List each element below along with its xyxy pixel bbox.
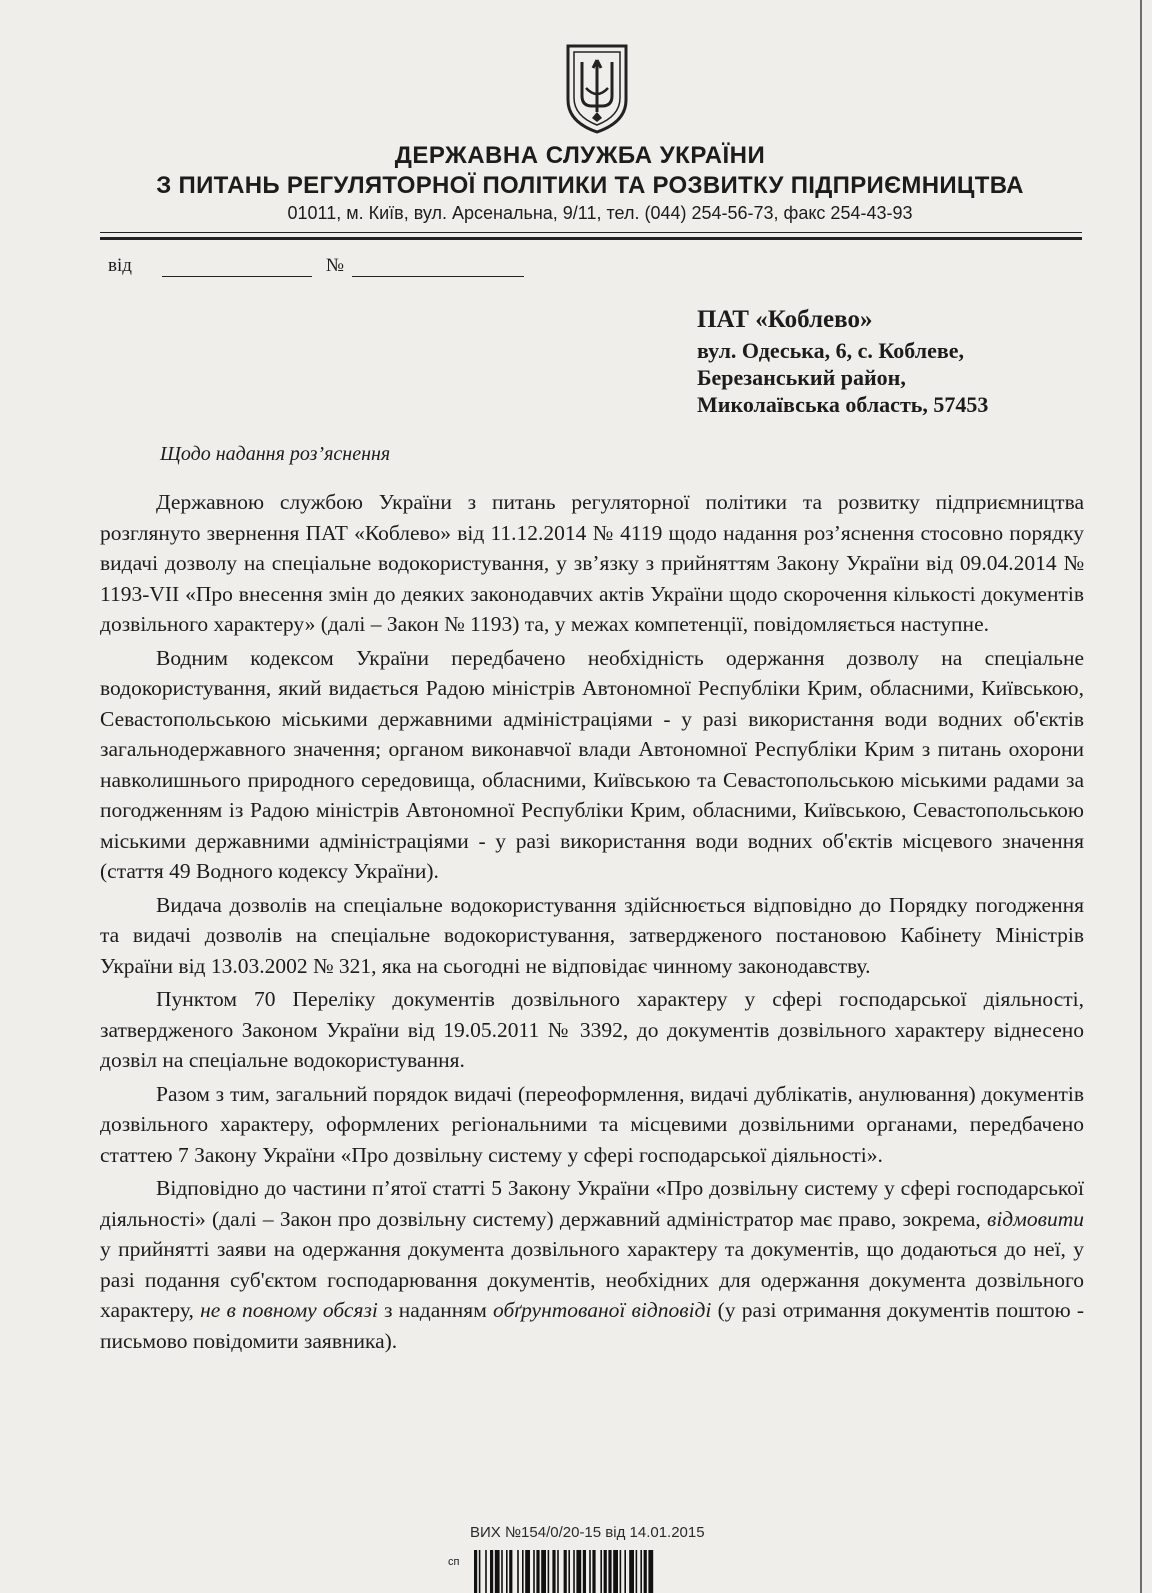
body-paragraph-4: Пунктом 70 Переліку документів дозвільного характеру у сфері господарської діяльності, затвердженого Законом України від 19.05.2011 № 3392, до документів дозвільного характеру віднесено дозвіл на спеціальне водокористування. <box>100 987 1084 1072</box>
barcode-bar <box>552 1550 555 1593</box>
barcode-bar <box>604 1550 607 1593</box>
body-paragraph-1: Державною службою України з питань регуляторної політики та розвитку підприємництва розглянуто звернення ПАТ «Коблево» від 11.12.2014 № 4119 щодо надання роз’яснення стосовно порядку видачі дозволу на спеціальне водокористування, у зв’язку з прийняттям Закону України від 09.04.2014 № 1193-VII «Про внесення змін до деяких законодавчих актів України щодо скорочення кількості документів дозвільного характеру» (далі – Закон № 1193) та, у межах компетенції, повідомляється наступне. <box>100 490 1084 636</box>
body-paragraph-2: Водним кодексом України передбачено необхідність одержання дозволу на спеціальне водокористування, який видається Радою міністрів Автономної Республіки Крим, обласними, Київською, Севастопольською міськими державними адміністраціями - у разі використання води водних об'єктів загальнодержавного значення; органом виконавчої влади Автономної Республіки Крим з питань охорони навколишнього природного середовища, обласними, Київською та Севастопольською міськими радами за погодженням із Радою міністрів Автономної Республіки Крим, обласними, Київською, Севастопольською міськими державними адміністраціями - у разі використання води водних об'єктів місцевого значення (стаття 49 Водного кодексу України). <box>100 645 1084 883</box>
body-paragraph-6-part-c: з наданням <box>377 1298 494 1322</box>
barcode-bar <box>474 1550 477 1593</box>
barcode-bar <box>485 1550 487 1593</box>
letter-body <box>100 487 1084 1359</box>
barcode-bar <box>490 1550 493 1593</box>
barcode-bar <box>525 1550 530 1593</box>
ref-number-blank <box>352 258 524 277</box>
letter-subject: Щодо надання роз’яснення <box>160 443 391 465</box>
barcode-bar <box>495 1550 500 1593</box>
body-paragraph-6-part-d: (у разі отримання документів поштою - письмово повідомити заявника). <box>100 1298 1085 1353</box>
barcode-bar <box>541 1550 546 1593</box>
barcode-bar <box>522 1550 524 1593</box>
barcode-bar <box>613 1550 618 1593</box>
recipient-region: Миколаївська область, 57453 <box>697 392 989 417</box>
barcode-bar <box>648 1550 653 1593</box>
barcode-bar <box>517 1550 519 1593</box>
barcode-bar <box>608 1550 611 1593</box>
barcode-bar <box>583 1550 586 1593</box>
barcode-bar <box>568 1550 570 1593</box>
outgoing-number-stamp: ВИХ №154/0/20-15 від 14.01.2015 <box>470 1524 705 1541</box>
barcode-bar <box>509 1550 512 1593</box>
barcode-bar <box>629 1550 634 1593</box>
body-paragraph-3: Видача дозволів на спеціальне водокористування здійснюється відповідно до Порядку погодження та видачі дозволів на спеціальне водокористування, затвердженого постановою Кабінету Міністрів України від 13.03.2002 № 321, яка на сьогодні не відповідає чинному законодавству. <box>100 892 1084 978</box>
body-paragraph-6-emphasis-refuse: відмовити <box>986 1206 1084 1231</box>
barcode-bar <box>624 1550 626 1593</box>
barcode-bar <box>600 1550 602 1593</box>
barcode-bar <box>564 1550 567 1593</box>
scan-edge <box>1140 0 1142 1593</box>
barcode-bar <box>536 1550 539 1593</box>
barcode-bar <box>501 1550 503 1593</box>
recipient-street: вул. Одеська, 6, с. Коблеве, <box>697 338 964 363</box>
reference-row <box>108 255 524 277</box>
barcode-bar <box>640 1550 642 1593</box>
barcode-bar <box>636 1550 638 1593</box>
ref-from-label: від <box>108 255 132 276</box>
barcode-bar <box>557 1550 559 1593</box>
barcode-bar <box>548 1550 550 1593</box>
barcode-bar <box>506 1550 508 1593</box>
organization-address: 01011, м. Київ, вул. Арсенальна, 9/11, тел. (044) 254-56-73, факс 254-43-93 <box>287 203 913 223</box>
trident-emblem-icon <box>562 42 632 136</box>
barcode-bar <box>644 1550 647 1593</box>
barcode-bar <box>533 1550 535 1593</box>
recipient-name: ПАТ «Коблево» <box>697 306 873 333</box>
barcode-bar <box>592 1550 595 1593</box>
barcode-bar <box>479 1550 481 1593</box>
organization-department: З ПИТАНЬ РЕГУЛЯТОРНОЇ ПОЛІТИКИ ТА РОЗВИТКУ ПІДПРИЄМНИЦТВА <box>156 172 1024 199</box>
header-divider-thin <box>100 232 1082 233</box>
body-paragraph-6-emphasis-incomplete: не в повному обсязі <box>200 1298 378 1322</box>
barcode-image <box>470 1550 770 1593</box>
body-paragraph-6-part-a: Відповідно до частини п’ятої статті 5 Закону України «Про дозвільну систему у сфері господарської діяльності» (далі – Закон про дозвільну систему) державний адміністратор має право, зокрема, <box>100 1176 1084 1231</box>
barcode-bar <box>573 1550 575 1593</box>
barcode-label: сп <box>448 1556 460 1568</box>
organization-name: ДЕРЖАВНА СЛУЖБА УКРАЇНИ <box>394 142 766 169</box>
barcode-bar <box>589 1550 591 1593</box>
recipient-block <box>697 303 988 418</box>
recipient-district: Березанський район, <box>697 365 906 390</box>
body-paragraph-6 <box>100 1173 1084 1356</box>
ref-number-label: № <box>325 255 345 276</box>
body-paragraph-6-part-b: у прийнятті заяви на одержання документа дозвільного характеру та документів, що додаються до неї, у разі подання суб'єктом господарювання документів, необхідних для одержання документа дозвільного характеру, <box>100 1237 1084 1322</box>
ref-date-blank <box>162 258 312 277</box>
barcode-bar <box>576 1550 581 1593</box>
header-divider-thick <box>100 237 1082 240</box>
body-paragraph-6-emphasis-justified: обґрунтованої відповіді <box>493 1298 712 1322</box>
barcode-bar <box>620 1550 622 1593</box>
body-paragraph-5: Разом з тим, загальний порядок видачі (переоформлення, видачі дублікатів, анулювання) документів дозвільного характеру, оформлених регіональними та місцевими дозвільними органами, передбачено статтею 7 Закону України «Про дозвільну систему у сфері господарської діяльності». <box>100 1081 1084 1167</box>
